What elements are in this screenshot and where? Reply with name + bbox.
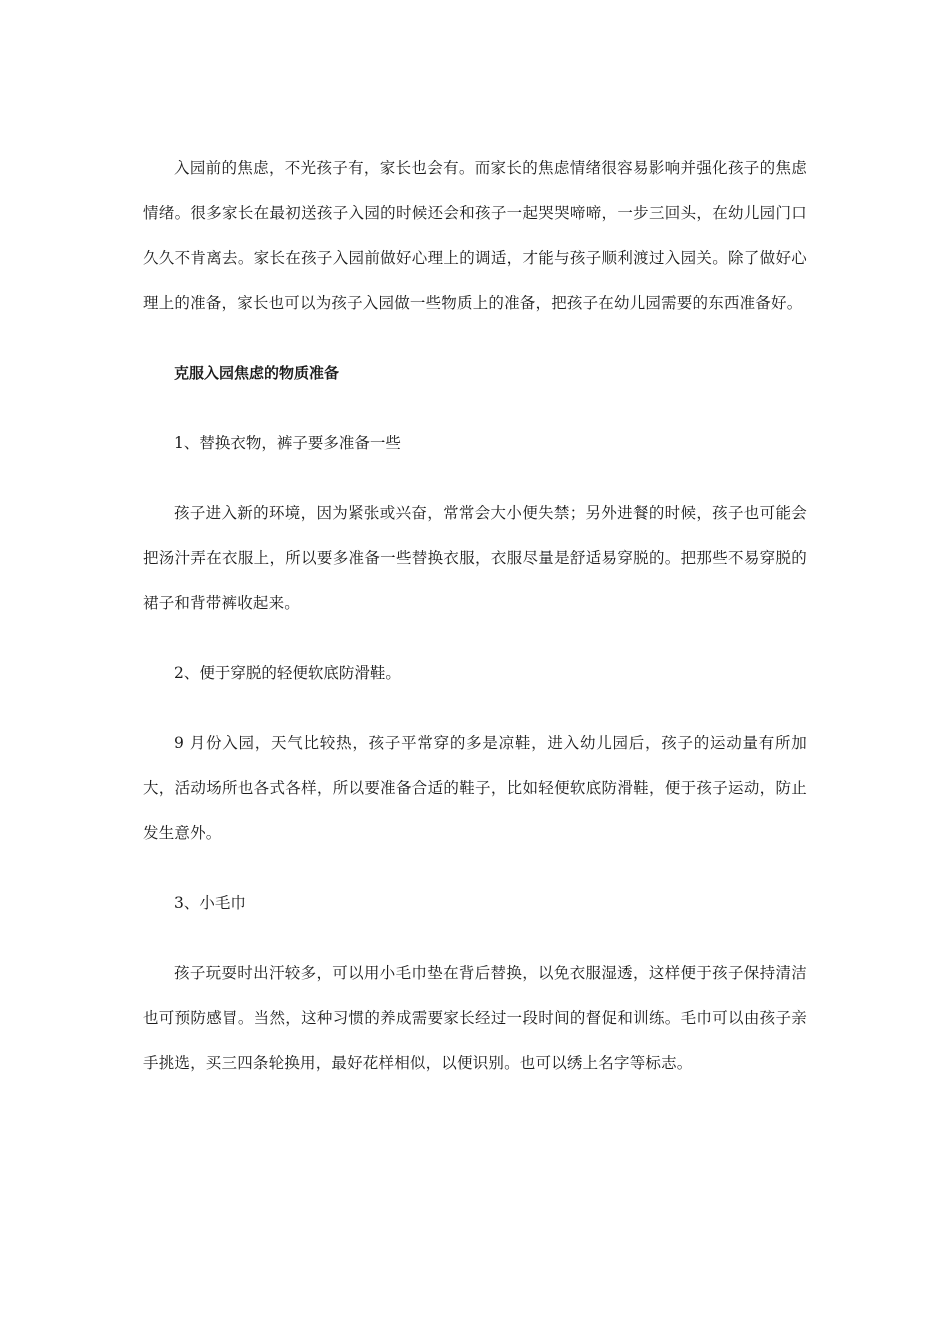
intro-paragraph: 入园前的焦虑，不光孩子有，家长也会有。而家长的焦虑情绪很容易影响并强化孩子的焦虑情绪。很多家长在最初送孩子入园的时候还会和孩子一起哭哭啼啼，一步三回头，在幼儿园门口久久不肯离去。家长在孩子入园前做好心理上的调适，才能与孩子顺利渡过入园关。除了做好心理上的准备，家长也可以为孩子入园做一些物质上的准备，把孩子在幼儿园需要的东西准备好。 (143, 159, 807, 312)
spacer (143, 326, 807, 351)
spacer (143, 466, 807, 491)
item-body-shoes: 9 月份入园，天气比较热，孩子平常穿的多是凉鞋，进入幼儿园后，孩子的运动量有所加大，活动场所也各式各样，所以要准备合适的鞋子，比如轻便软底防滑鞋，便于孩子运动，防止发生意外。 (143, 734, 807, 842)
item-body-clothes: 孩子进入新的环境，因为紧张或兴奋，常常会大小便失禁；另外进餐的时候，孩子也可能会把汤汁弄在衣服上，所以要多准备一些替换衣服，衣服尽量是舒适易穿脱的。把那些不易穿脱的裙子和背带裤收起来。 (143, 504, 807, 612)
item-body-towel: 孩子玩耍时出汗较多，可以用小毛巾垫在背后替换，以免衣服湿透，这样便于孩子保持清洁也可预防感冒。当然，这种习惯的养成需要家长经过一段时间的督促和训练。毛巾可以由孩子亲手挑选，买三四条轮换用，最好花样相似，以便识别。也可以绣上名字等标志。 (143, 964, 807, 1072)
spacer (143, 626, 807, 651)
item-title-shoes: 2、便于穿脱的轻便软底防滑鞋。 (174, 664, 401, 682)
spacer (143, 856, 807, 881)
spacer (143, 396, 807, 421)
spacer (143, 926, 807, 951)
section-heading: 克服入园焦虑的物质准备 (174, 364, 340, 382)
spacer (143, 696, 807, 721)
item-title-towel: 3、小毛巾 (174, 894, 246, 912)
item-title-clothes: 1、替换衣物，裤子要多准备一些 (174, 434, 401, 452)
document-body (143, 146, 807, 1086)
